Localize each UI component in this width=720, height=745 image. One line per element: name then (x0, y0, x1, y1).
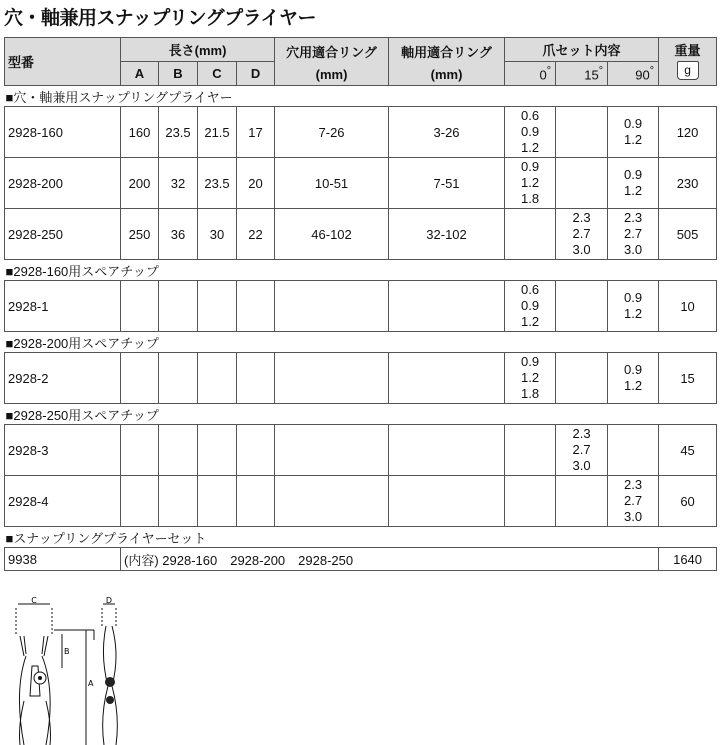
section-title: ■2928-250用スペアチップ (5, 404, 717, 425)
deg15-value: 15 (584, 67, 599, 83)
header-model: 型番 (5, 38, 121, 86)
tip-15deg-values (556, 426, 607, 474)
length-a (121, 281, 159, 332)
length-a (121, 353, 159, 404)
pliers-diagram (4, 596, 156, 745)
length-b (159, 353, 198, 404)
weight-value: 60 (659, 476, 717, 527)
deg-mark: ° (649, 64, 655, 77)
tip-thickness: 1.2 (624, 306, 643, 321)
diagram-label-a: A (88, 679, 94, 688)
weight-value: 10 (659, 281, 717, 332)
weight-value: 505 (659, 209, 717, 260)
tip-15deg (556, 281, 608, 332)
header-hole-ring-label: 穴用適合リング (286, 44, 377, 60)
header-hole-ring-unit: (mm) (315, 66, 348, 82)
length-d (237, 281, 275, 332)
spec-table-body (5, 86, 717, 571)
model-number: 2928-4 (5, 476, 121, 527)
length-c (198, 281, 237, 332)
hole-ring-range (275, 281, 389, 332)
tip-90deg-values (608, 290, 658, 322)
shaft-ring-range (389, 353, 505, 404)
length-a (121, 425, 159, 476)
tip-90deg (608, 476, 659, 527)
tip-thickness: 1.2 (520, 175, 540, 190)
tip-thickness: 0.6 (520, 108, 540, 123)
hole-ring-range: 7-26 (275, 107, 389, 158)
weight-value: 1640 (659, 548, 717, 571)
tip-15deg (556, 158, 608, 209)
tip-0deg-values (505, 108, 555, 156)
model-number: 2928-250 (5, 209, 121, 260)
tip-thickness: 0.9 (624, 362, 643, 377)
tip-90deg-values (608, 362, 658, 394)
length-b: 23.5 (159, 107, 198, 158)
table-row (5, 548, 717, 571)
model-number: 2928-1 (5, 281, 121, 332)
header-shaft-ring-unit: (mm) (430, 66, 463, 82)
model-number: 2928-160 (5, 107, 121, 158)
model-number: 2928-2 (5, 353, 121, 404)
tip-15deg (556, 476, 608, 527)
tip-thickness: 3.0 (572, 242, 591, 257)
length-a: 200 (121, 158, 159, 209)
diagram-label-c: C (31, 596, 37, 605)
tip-thickness: 3.0 (572, 458, 591, 473)
header-deg15 (556, 62, 608, 86)
hole-ring-range (275, 353, 389, 404)
length-b (159, 476, 198, 527)
section-title: ■2928-200用スペアチップ (5, 332, 717, 353)
length-d: 22 (237, 209, 275, 260)
tip-thickness: 2.3 (624, 477, 643, 492)
tip-thickness: 0.9 (520, 159, 540, 174)
tip-90deg (608, 158, 659, 209)
length-c: 23.5 (198, 158, 237, 209)
tip-15deg (556, 425, 608, 476)
tip-thickness: 2.7 (624, 226, 643, 241)
tip-15deg-values (556, 210, 607, 258)
tip-90deg (608, 353, 659, 404)
table-row (5, 281, 717, 332)
tip-0deg-values (505, 282, 555, 330)
length-d (237, 425, 275, 476)
tip-15deg (556, 107, 608, 158)
length-a (121, 476, 159, 527)
tip-0deg-values (505, 354, 555, 402)
model-number: 2928-200 (5, 158, 121, 209)
shaft-ring-range (389, 476, 505, 527)
tip-thickness: 2.3 (572, 210, 591, 225)
tip-thickness: 2.3 (572, 426, 591, 441)
weight-value: 230 (659, 158, 717, 209)
header-c: C (198, 62, 237, 86)
section-title: ■スナップリングプライヤーセット (5, 527, 717, 548)
tip-thickness: 1.2 (624, 183, 643, 198)
tip-0deg (505, 158, 556, 209)
header-weight-label: 重量 (674, 43, 701, 58)
deg-mark: ° (546, 64, 552, 77)
spec-table (4, 37, 717, 571)
tip-thickness: 0.9 (624, 116, 643, 131)
page-title: 穴・軸兼用スナップリングプライヤー (4, 7, 317, 29)
table-row (5, 107, 717, 158)
length-c (198, 353, 237, 404)
tip-90deg (608, 281, 659, 332)
table-row (5, 209, 717, 260)
header-shaft-ring (389, 38, 505, 86)
length-d (237, 476, 275, 527)
table-row (5, 476, 717, 527)
deg-mark: ° (598, 64, 604, 77)
tip-thickness: 0.9 (624, 167, 643, 182)
length-b (159, 425, 198, 476)
tip-0deg (505, 281, 556, 332)
tip-90deg-values (608, 167, 658, 199)
tip-thickness: 0.6 (520, 282, 540, 297)
length-c: 21.5 (198, 107, 237, 158)
shaft-ring-range: 3-26 (389, 107, 505, 158)
header-weight (659, 38, 717, 86)
length-b: 32 (159, 158, 198, 209)
tip-thickness: 1.2 (624, 378, 643, 393)
tip-90deg-values (608, 116, 658, 148)
section-title: ■穴・軸兼用スナップリングプライヤー (5, 86, 717, 107)
weight-icon (677, 61, 699, 80)
tip-thickness: 2.7 (572, 226, 591, 241)
header-shaft-ring-label: 軸用適合リング (401, 44, 492, 60)
shaft-ring-range: 7-51 (389, 158, 505, 209)
length-d: 20 (237, 158, 275, 209)
length-b: 36 (159, 209, 198, 260)
shaft-ring-range (389, 281, 505, 332)
tip-thickness: 2.7 (624, 493, 643, 508)
table-row (5, 158, 717, 209)
tip-thickness: 1.2 (520, 140, 540, 155)
tip-0deg (505, 476, 556, 527)
length-c (198, 425, 237, 476)
length-b (159, 281, 198, 332)
weight-value: 15 (659, 353, 717, 404)
header-deg0 (505, 62, 556, 86)
weight-unit: g (684, 63, 691, 77)
tip-thickness: 3.0 (624, 509, 643, 524)
length-a: 160 (121, 107, 159, 158)
model-number: 9938 (5, 548, 121, 571)
tip-0deg-values (505, 159, 555, 207)
diagram-label-d: D (105, 596, 113, 605)
shaft-ring-range (389, 425, 505, 476)
deg90-value: 90 (635, 67, 650, 83)
tip-15deg (556, 353, 608, 404)
length-d: 17 (237, 107, 275, 158)
tip-15deg (556, 209, 608, 260)
shaft-ring-range: 32-102 (389, 209, 505, 260)
tip-thickness: 3.0 (624, 242, 643, 257)
tip-thickness: 2.3 (624, 210, 643, 225)
tip-90deg (608, 425, 659, 476)
length-c (198, 476, 237, 527)
hole-ring-range (275, 425, 389, 476)
tip-thickness: 0.9 (624, 290, 643, 305)
deg0-value: 0 (539, 67, 547, 83)
tip-0deg (505, 107, 556, 158)
hole-ring-range: 10-51 (275, 158, 389, 209)
weight-value: 45 (659, 425, 717, 476)
header-a: A (121, 62, 159, 86)
tip-0deg (505, 209, 556, 260)
tip-thickness: 1.8 (520, 386, 540, 401)
header-hole-ring (275, 38, 389, 86)
tip-thickness: 1.2 (520, 370, 540, 385)
tip-90deg-values (608, 210, 658, 258)
tip-90deg (608, 107, 659, 158)
tip-0deg (505, 425, 556, 476)
tip-thickness: 0.9 (520, 124, 540, 139)
header-d: D (237, 62, 275, 86)
tip-thickness: 2.7 (572, 442, 591, 457)
model-number: 2928-3 (5, 425, 121, 476)
header-length: 長さ(mm) (121, 38, 275, 62)
header-tip-set: 爪セット内容 (505, 38, 659, 62)
set-contents: (内容) 2928-160 2928-200 2928-250 (121, 548, 659, 571)
tip-thickness: 1.2 (624, 132, 643, 147)
tip-90deg (608, 209, 659, 260)
hole-ring-range (275, 476, 389, 527)
weight-value: 120 (659, 107, 717, 158)
length-c: 30 (198, 209, 237, 260)
tip-thickness: 0.9 (520, 354, 540, 369)
tip-0deg (505, 353, 556, 404)
tip-thickness: 0.9 (520, 298, 540, 313)
hole-ring-range: 46-102 (275, 209, 389, 260)
section-title: ■2928-160用スペアチップ (5, 260, 717, 281)
tip-90deg-values (608, 477, 658, 525)
length-a: 250 (121, 209, 159, 260)
header-deg90 (608, 62, 659, 86)
tip-thickness: 1.8 (520, 191, 540, 206)
tip-thickness: 1.2 (520, 314, 540, 329)
length-d (237, 353, 275, 404)
table-row (5, 353, 717, 404)
header-b: B (159, 62, 198, 86)
diagram-label-b: B (64, 647, 70, 656)
table-row (5, 425, 717, 476)
